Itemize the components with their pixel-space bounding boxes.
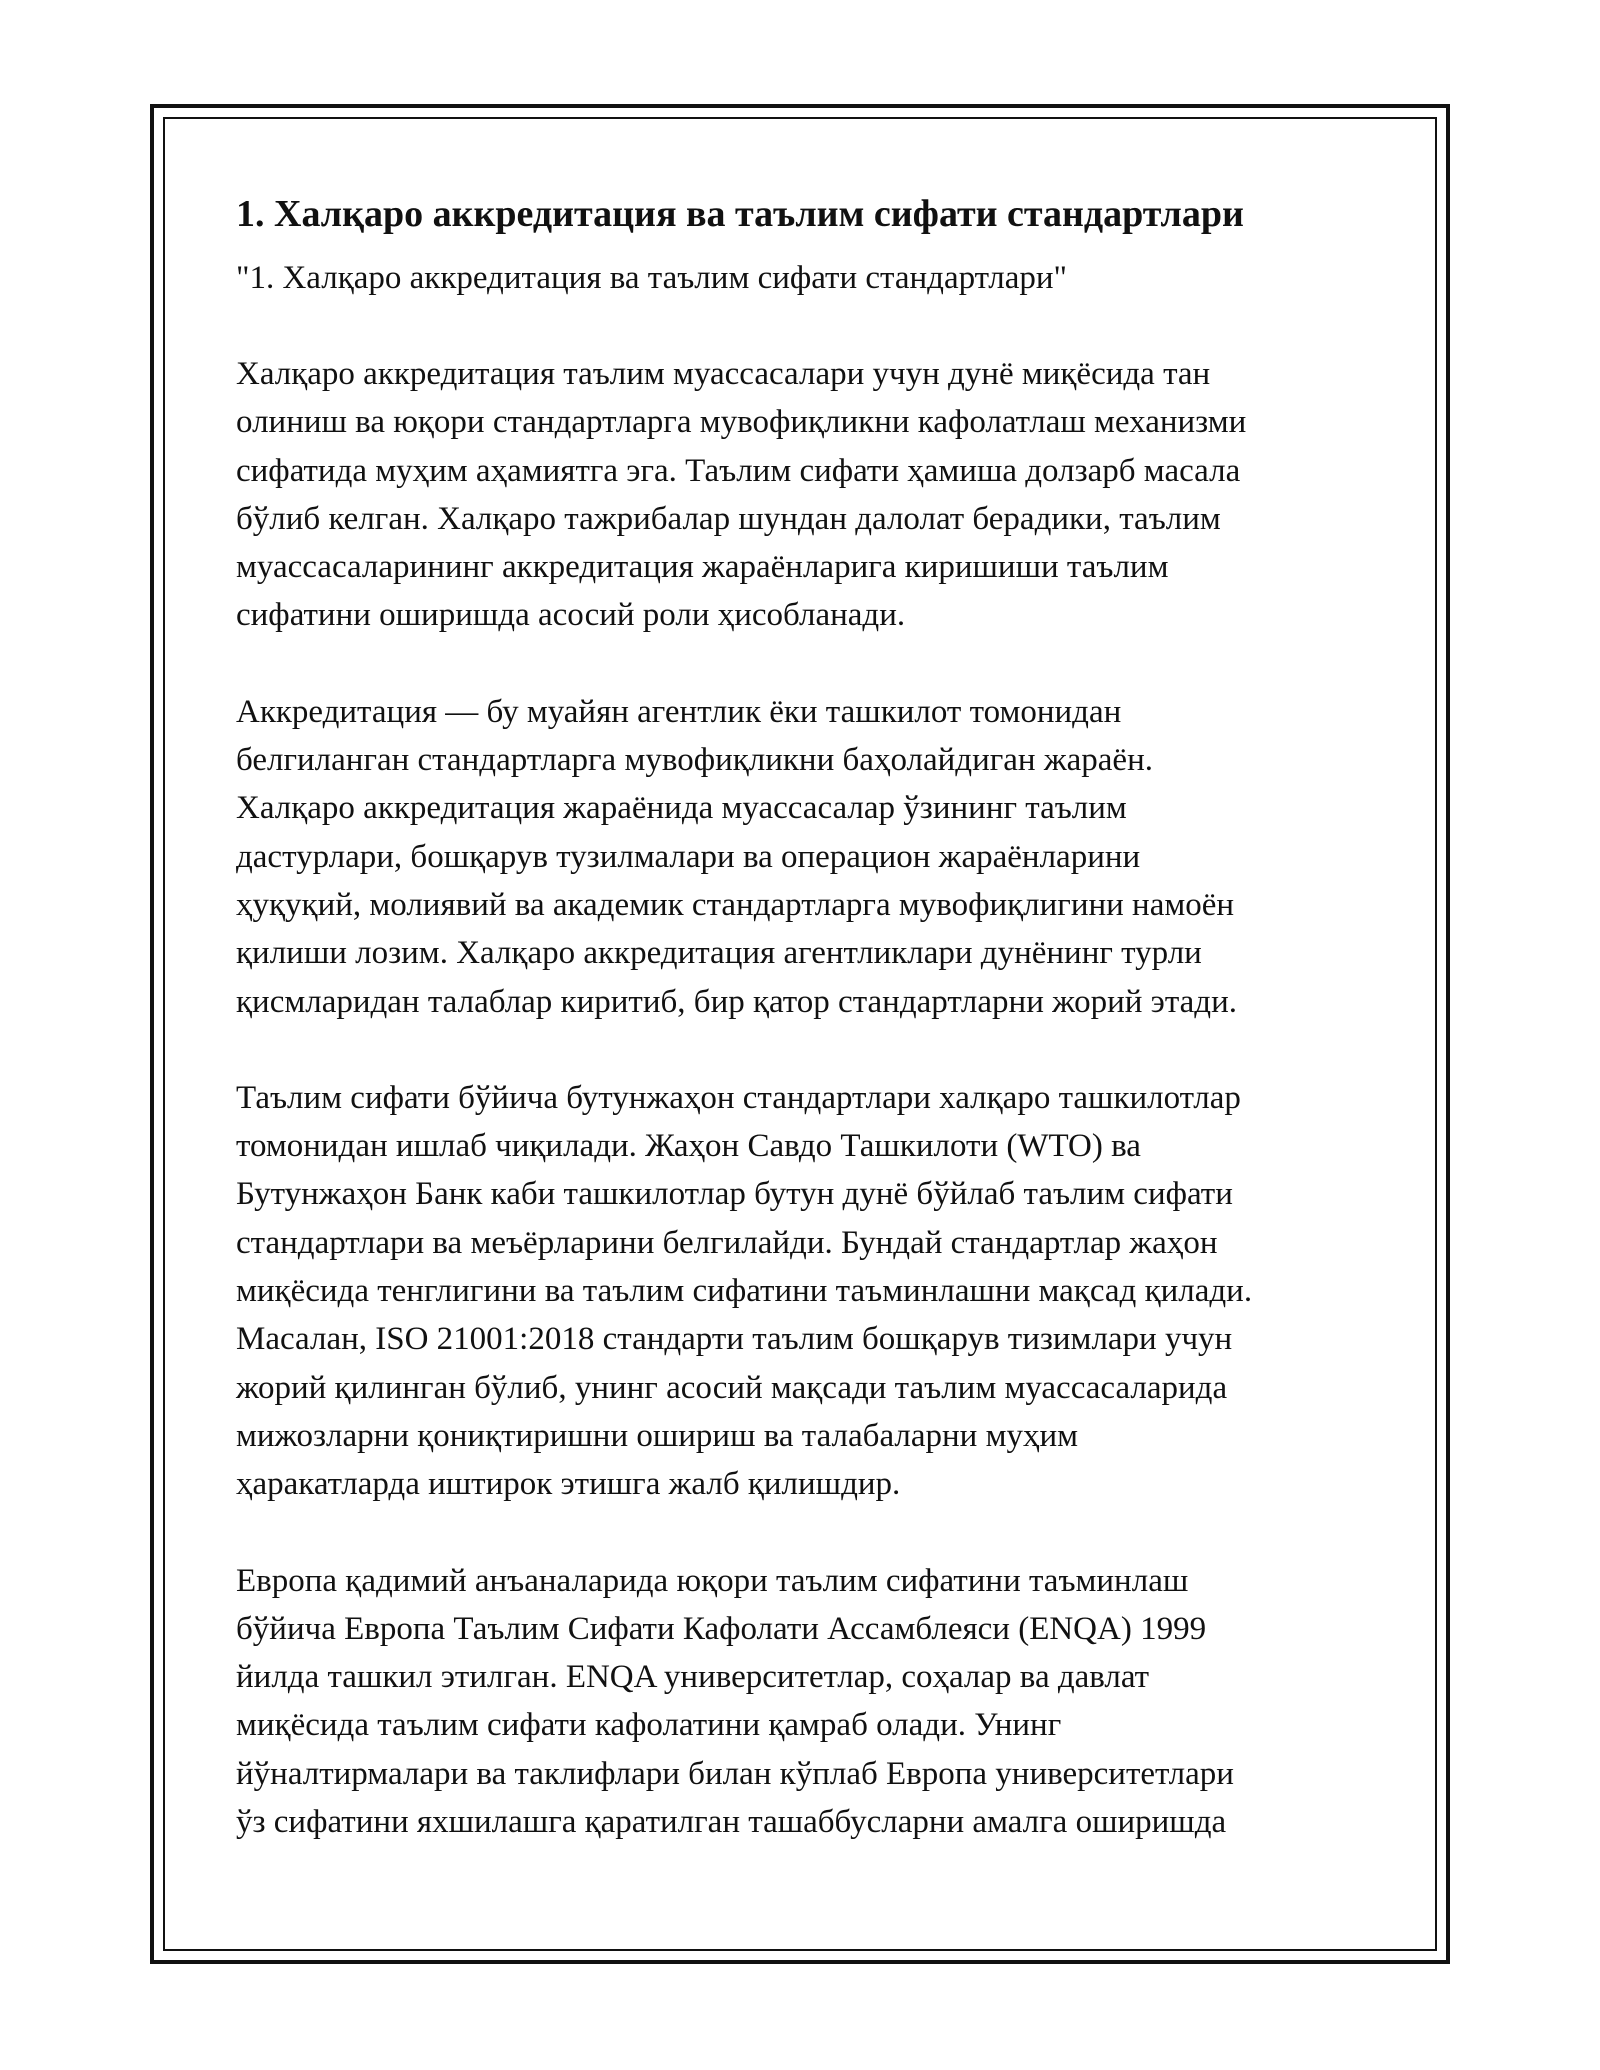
paragraph-line: белгиланган стандартларга мувофиқликни баҳолайдиган жараён. [236, 742, 1153, 779]
paragraph-line: жорий қилинган бўлиб, унинг асосий мақсади таълим муассасаларида [236, 1369, 1228, 1406]
document-body [236, 184, 1376, 1846]
paragraph-line: Таълим сифати бўйича бутунжаҳон стандартлари халқаро ташкилотлар [236, 1079, 1241, 1116]
paragraph-line: Бутунжаҳон Банк каби ташкилотлар бутун дунё бўйлаб таълим сифати [236, 1176, 1233, 1213]
paragraph-4 [236, 1557, 1376, 1847]
paragraph-line: стандартлари ва меъёрларини белгилайди. Бундай стандартлар жаҳон [236, 1224, 1218, 1261]
paragraph-line: бўйича Европа Таълим Сифати Кафолати Ассамблеяси (ENQA) 1999 [236, 1610, 1207, 1647]
paragraph-line: дастурлари, бошқарув тузилмалари ва операцион жараёнларини [236, 838, 1141, 875]
paragraph-line: қисмларидан талаблар киритиб, бир қатор стандартларни жорий этади. [236, 983, 1237, 1020]
paragraph-line: Европа қадимий анъаналарида юқори таълим сифатини таъминлаш [236, 1562, 1189, 1599]
paragraph-line: сифатида муҳим аҳамиятга эга. Таълим сифати ҳамиша долзарб масала [236, 452, 1241, 489]
paragraph-line: сифатини оширишда асосий роли ҳисобланади. [236, 597, 906, 634]
paragraph-line: қилиши лозим. Халқаро аккредитация агентликлари дунёнинг турли [236, 935, 1202, 972]
paragraph-line: бўлиб келган. Халқаро тажрибалар шундан далолат берадики, таълим [236, 500, 1221, 537]
paragraph-line: ўз сифатини яхшилашга қаратилган ташаббусларни амалга оширишда [236, 1804, 1227, 1841]
paragraph-line: Халқаро аккредитация таълим муассасалари учун дунё миқёсида тан [236, 356, 1211, 392]
paragraph-line: мижозларни қониқтиришни ошириш ва талабаларни муҳим [236, 1417, 1078, 1454]
paragraph-2 [236, 688, 1376, 1026]
paragraph-line: олиниш ва юқори стандартларга мувофиқликни кафолатлаш механизми [236, 404, 1247, 441]
quoted-title: "1. Халқаро аккредитация ва таълим сифати стандартлари" [236, 260, 1068, 296]
paragraph-line: миқёсида таълим сифати кафолатини қамраб олади. Унинг [236, 1707, 1062, 1744]
paragraph-line: йилда ташкил этилган. ENQA университетлар, соҳалар ва давлат [236, 1659, 1150, 1696]
paragraph-line: ҳуқуқий, молиявий ва академик стандартларга мувофиқлигини намоён [236, 886, 1235, 923]
paragraph-line: муассасаларининг аккредитация жараёнларига киришиши таълим [236, 549, 1169, 586]
section-heading: 1. Халқаро аккредитация ва таълим сифати стандартлари [236, 193, 1244, 235]
paragraph-line: миқёсида тенглигини ва таълим сифатини таъминлашни мақсад қилади. [236, 1273, 1253, 1310]
paragraph-line: Масалан, ISO 21001:2018 стандарти таълим бошқарув тизимлари учун [236, 1321, 1233, 1358]
paragraph-line: Халқаро аккредитация жараёнида муассасалар ўзининг таълим [236, 790, 1127, 827]
paragraph-1 [236, 350, 1376, 640]
paragraph-line: ҳаракатларда иштирок этишга жалб қилишдир. [236, 1466, 901, 1503]
paragraph-line: томонидан ишлаб чиқилади. Жаҳон Савдо Ташкилоти (WTO) ва [236, 1128, 1141, 1165]
paragraph-line: Аккредитация — бу муайян агентлик ёки ташкилот томонидан [236, 693, 1122, 730]
paragraph-line: йўналтирмалари ва таклифлари билан кўплаб Европа университетлари [236, 1755, 1234, 1792]
paragraph-3 [236, 1074, 1376, 1509]
